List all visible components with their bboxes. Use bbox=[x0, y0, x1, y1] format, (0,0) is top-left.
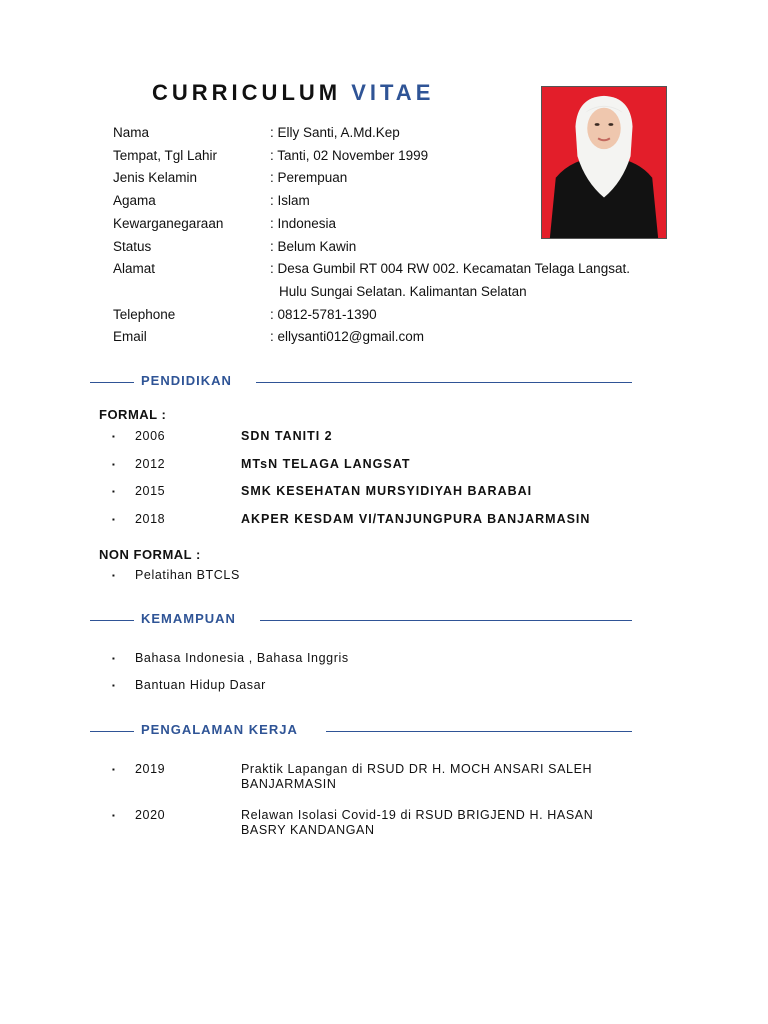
edu-school: SDN TANITI 2 bbox=[241, 429, 333, 443]
info-row-telephone bbox=[113, 304, 690, 327]
personal-info bbox=[113, 122, 690, 349]
section-header-pengalaman bbox=[90, 721, 632, 741]
nonformal-item: Pelatihan BTCLS bbox=[135, 568, 240, 582]
section-title: KEMAMPUAN bbox=[141, 611, 242, 626]
info-row-alamat bbox=[113, 258, 690, 303]
bullet-icon: ▪ bbox=[112, 765, 116, 774]
nonformal-label: NON FORMAL : bbox=[99, 547, 201, 562]
list-item bbox=[112, 762, 641, 792]
bullet-icon: ▪ bbox=[112, 432, 116, 441]
list-item bbox=[112, 512, 590, 528]
info-value: : Elly Santi, A.Md.Kep bbox=[270, 125, 400, 140]
list-item bbox=[112, 457, 410, 473]
divider bbox=[90, 620, 134, 621]
work-year: 2020 bbox=[135, 808, 166, 822]
bullet-icon: ▪ bbox=[112, 681, 116, 690]
info-key: Email bbox=[113, 329, 147, 345]
address-line-1: : Desa Gumbil RT 004 RW 002. Kecamatan Telaga Langsat. bbox=[270, 261, 630, 277]
formal-label: FORMAL : bbox=[99, 407, 167, 422]
bullet-icon: ▪ bbox=[112, 811, 116, 820]
list-item bbox=[112, 484, 532, 500]
info-value bbox=[270, 258, 690, 303]
work-line-2: BASRY KANDANGAN bbox=[241, 823, 375, 837]
info-key: Kewarganegaraan bbox=[113, 215, 224, 231]
info-row-email bbox=[113, 326, 690, 349]
address-line-2: Hulu Sungai Selatan. Kalimantan Selatan bbox=[279, 283, 527, 299]
work-description bbox=[241, 808, 641, 838]
bullet-icon: ▪ bbox=[112, 487, 116, 496]
list-item bbox=[112, 651, 349, 667]
divider bbox=[256, 382, 632, 383]
info-key: Telephone bbox=[113, 306, 176, 322]
work-line-1: Praktik Lapangan di RSUD DR H. MOCH ANSARI SALEH bbox=[241, 762, 593, 776]
info-value: : Indonesia bbox=[270, 215, 337, 231]
info-key: Jenis Kelamin bbox=[113, 170, 198, 186]
bullet-icon: ▪ bbox=[112, 571, 116, 580]
info-value: : Belum Kawin bbox=[270, 238, 357, 254]
edu-year: 2006 bbox=[135, 429, 166, 443]
divider bbox=[260, 620, 632, 621]
info-row-ttl bbox=[113, 145, 690, 168]
edu-year: 2015 bbox=[135, 484, 166, 498]
info-row-jenis-kelamin bbox=[113, 167, 690, 190]
edu-year: 2018 bbox=[135, 512, 166, 526]
info-row-status bbox=[113, 236, 690, 259]
section-header-kemampuan bbox=[90, 610, 632, 630]
edu-year: 2012 bbox=[135, 457, 166, 471]
title-main: CURRICULUM bbox=[152, 80, 342, 105]
info-key: Alamat bbox=[113, 261, 156, 277]
info-row-agama bbox=[113, 190, 690, 213]
info-value: : Tanti, 02 November 1999 bbox=[270, 147, 429, 163]
bullet-icon: ▪ bbox=[112, 515, 116, 524]
edu-school: AKPER KESDAM VI/TANJUNGPURA BANJARMASIN bbox=[241, 512, 591, 526]
info-value: : Islam bbox=[270, 193, 310, 209]
section-title: PENDIDIKAN bbox=[141, 373, 238, 388]
work-line-1: Relawan Isolasi Covid-19 di RSUD BRIGJEND H. HASAN bbox=[241, 808, 594, 822]
divider bbox=[90, 731, 134, 732]
info-key: Nama bbox=[113, 125, 150, 140]
skill-item: Bahasa Indonesia , Bahasa Inggris bbox=[135, 651, 349, 665]
title-accent: VITAE bbox=[351, 80, 435, 105]
section-title: PENGALAMAN KERJA bbox=[141, 722, 304, 737]
list-item bbox=[112, 568, 240, 584]
list-item bbox=[112, 678, 266, 694]
work-year: 2019 bbox=[135, 762, 166, 776]
info-key: Agama bbox=[113, 193, 156, 209]
divider bbox=[90, 382, 134, 383]
info-row-nama bbox=[113, 122, 690, 145]
page-title bbox=[152, 80, 434, 106]
section-header-pendidikan bbox=[90, 372, 632, 392]
bullet-icon: ▪ bbox=[112, 654, 116, 663]
info-key: Status bbox=[113, 238, 152, 254]
divider bbox=[326, 731, 632, 732]
work-description bbox=[241, 762, 641, 792]
list-item bbox=[112, 808, 641, 838]
info-value: : ellysanti012@gmail.com bbox=[270, 329, 425, 345]
skill-item: Bantuan Hidup Dasar bbox=[135, 678, 266, 692]
info-value: : Perempuan bbox=[270, 170, 348, 186]
edu-school: MTsN TELAGA LANGSAT bbox=[241, 457, 411, 471]
work-line-2: BANJARMASIN bbox=[241, 777, 337, 791]
list-item bbox=[112, 429, 333, 445]
info-row-kewarganegaraan bbox=[113, 213, 690, 236]
info-key: Tempat, Tgl Lahir bbox=[113, 147, 218, 163]
edu-school: SMK KESEHATAN MURSYIDIYAH BARABAI bbox=[241, 484, 533, 498]
info-value: : 0812-5781-1390 bbox=[270, 306, 377, 322]
bullet-icon: ▪ bbox=[112, 460, 116, 469]
